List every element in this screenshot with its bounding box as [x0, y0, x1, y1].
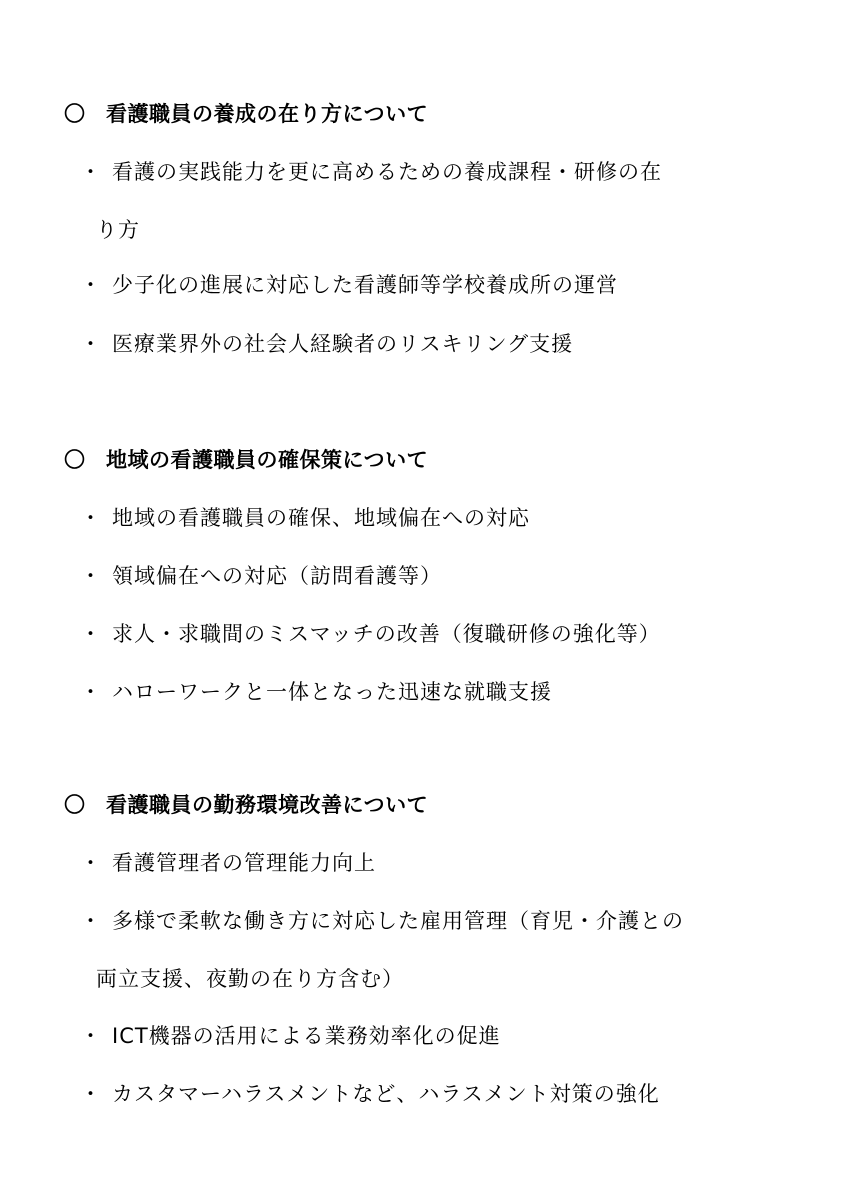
bullet-icon: ・ — [80, 851, 102, 875]
list-item-text: 領域偏在への対応（訪問看護等） — [112, 564, 442, 588]
list-item-continuation: り方 — [96, 218, 140, 242]
list-item — [80, 267, 618, 303]
list-item-text: 医療業界外の社会人経験者のリスキリング支援 — [112, 332, 574, 356]
section-title: 地域の看護職員の確保策について — [106, 448, 429, 472]
bullet-icon: ・ — [80, 909, 102, 933]
circle-mark-icon: 〇 — [64, 448, 86, 472]
section-title: 看護職員の養成の在り方について — [106, 102, 429, 126]
list-item — [80, 1018, 501, 1054]
bullet-icon: ・ — [80, 622, 102, 646]
list-item-text: 看護の実践能力を更に高めるための養成課程・研修の在 — [112, 160, 662, 184]
bullet-icon: ・ — [80, 273, 102, 297]
list-item-text: 看護管理者の管理能力向上 — [112, 851, 376, 875]
bullet-icon: ・ — [80, 1082, 102, 1106]
list-item-text: 少子化の進展に対応した看護師等学校養成所の運営 — [112, 273, 618, 297]
bullet-icon: ・ — [80, 160, 102, 184]
list-item — [80, 903, 684, 939]
section-title: 看護職員の勤務環境改善について — [106, 793, 429, 817]
list-item-text: 多様で柔軟な働き方に対応した雇用管理（育児・介護との — [112, 909, 684, 933]
list-item-text: カスタマーハラスメントなど、ハラスメント対策の強化 — [112, 1082, 660, 1106]
list-item — [80, 500, 530, 536]
list-item-text: 地域の看護職員の確保、地域偏在への対応 — [112, 506, 530, 530]
circle-mark-icon: 〇 — [64, 102, 86, 126]
list-item-text: ICT機器の活用による業務効率化の促進 — [112, 1024, 501, 1048]
list-item — [80, 616, 661, 652]
circle-mark-icon: 〇 — [64, 793, 86, 817]
list-item — [80, 326, 573, 362]
section-heading — [64, 442, 428, 478]
bullet-icon: ・ — [80, 506, 102, 530]
bullet-icon: ・ — [80, 680, 102, 704]
bullet-icon: ・ — [80, 332, 102, 356]
list-item — [80, 674, 552, 710]
section-heading — [64, 96, 428, 132]
list-item — [80, 1076, 660, 1112]
list-item — [80, 558, 442, 594]
list-item-text: ハローワークと一体となった迅速な就職支援 — [112, 680, 552, 704]
list-item — [80, 154, 662, 190]
bullet-icon: ・ — [80, 564, 102, 588]
list-item-continuation: 両立支援、夜勤の在り方含む） — [96, 967, 404, 991]
bullet-icon: ・ — [80, 1024, 102, 1048]
list-item — [80, 845, 376, 881]
list-item-text: 求人・求職間のミスマッチの改善（復職研修の強化等） — [112, 622, 661, 646]
section-heading — [64, 787, 428, 823]
